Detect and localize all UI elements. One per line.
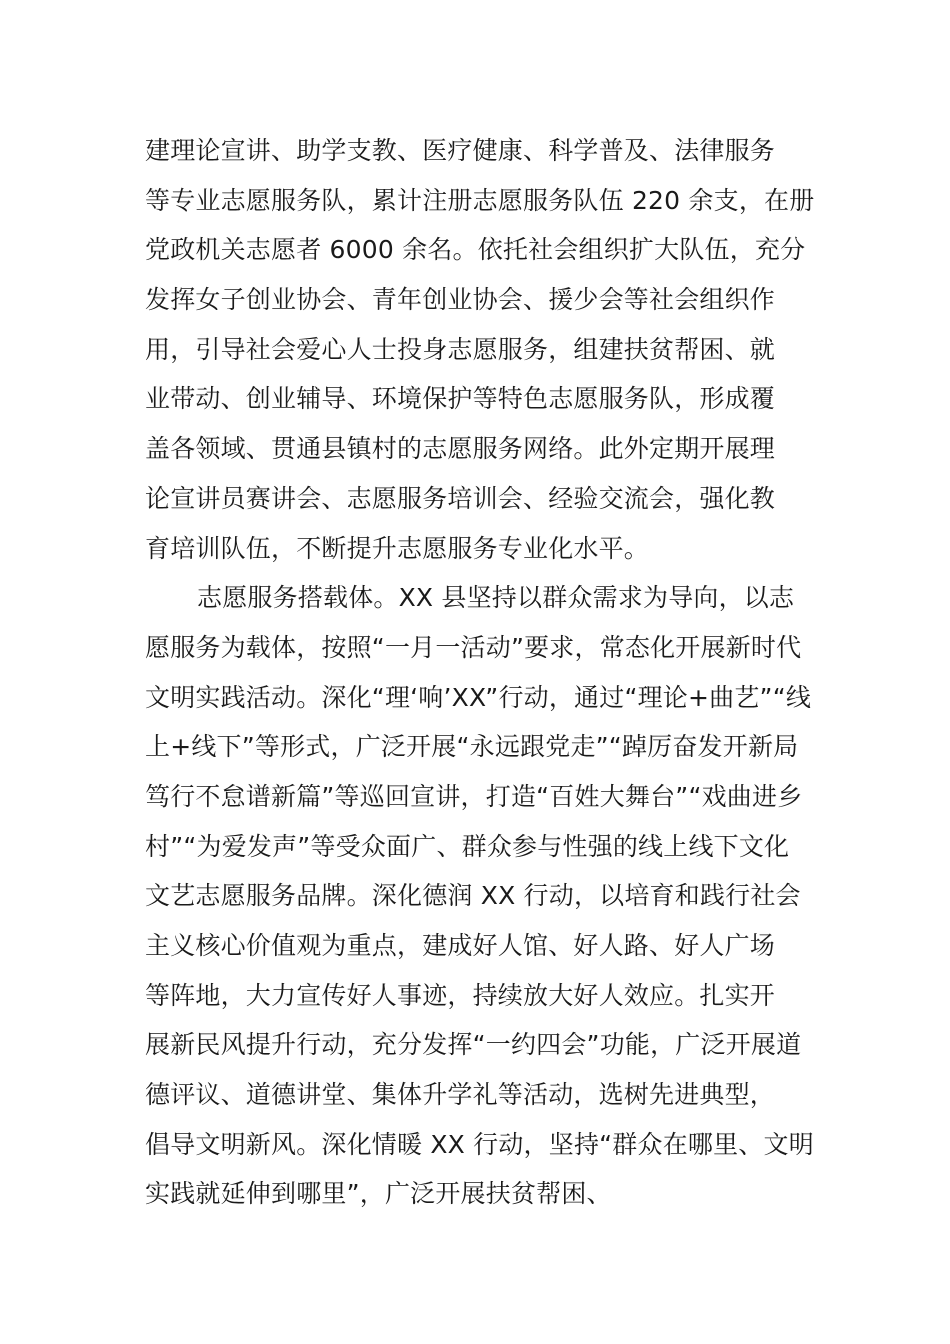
text-line: 展新民风提升行动，充分发挥“一约四会”功能，广泛开展道: [145, 1030, 802, 1060]
text-line: 实践就延伸到哪里”，广泛开展扶贫帮困、: [145, 1179, 612, 1209]
text-line: 德评议、道德讲堂、集体升学礼等活动，选树先进典型，: [145, 1080, 776, 1110]
text-line: 论宣讲员赛讲会、志愿服务培训会、经验交流会，强化教: [145, 483, 776, 513]
text-line: 业带动、创业辅导、环境保护等特色志愿服务队，形成覆: [145, 384, 776, 414]
text-line: 村”“为爱发声”等受众面广、群众参与性强的线上线下文化: [145, 831, 790, 861]
text-line: 用，引导社会爱心人士投身志愿服务，组建扶贫帮困、就: [145, 334, 776, 364]
text-line: 愿服务为载体，按照“一月一活动”要求，常态化开展新时代: [145, 632, 802, 662]
text-line: 育培训队伍，不断提升志愿服务专业化水平。: [145, 533, 650, 563]
text-line: 笃行不怠谱新篇”等巡回宣讲，打造“百姓大舞台”“戏曲进乡: [145, 781, 803, 811]
text-line: 文明实践活动。深化“理‘响’XX”行动，通过“理论+曲艺”“线: [145, 682, 812, 712]
text-line: 等阵地，大力宣传好人事迹，持续放大好人效应。扎实开: [145, 980, 776, 1010]
document-body: [145, 126, 825, 1219]
paragraph-1: [145, 126, 825, 573]
text-line: 等专业志愿服务队，累计注册志愿服务队伍 220 余支，在册: [145, 185, 815, 215]
text-line: 党政机关志愿者 6000 余名。依托社会组织扩大队伍，充分: [145, 235, 806, 265]
text-line: 上+线下”等形式，广泛开展“永远跟党走”“踔厉奋发开新局: [145, 732, 799, 762]
text-line: 主义核心价值观为重点，建成好人馆、好人路、好人广场: [145, 931, 776, 960]
text-line: 建理论宣讲、助学支教、医疗健康、科学普及、法律服务: [145, 136, 776, 165]
text-line: 发挥女子创业协会、青年创业协会、援少会等社会组织作: [145, 285, 776, 315]
text-line: 盖各领域、贯通县镇村的志愿服务网络。此外定期开展理: [145, 434, 776, 464]
text-line: 志愿服务搭载体。XX 县坚持以群众需求为导向，以志: [197, 583, 795, 613]
text-line: 文艺志愿服务品牌。深化德润 XX 行动，以培育和践行社会: [145, 881, 801, 911]
paragraph-2: [145, 573, 825, 1219]
text-line: 倡导文明新风。深化情暖 XX 行动，坚持“群众在哪里、文明: [145, 1129, 814, 1159]
